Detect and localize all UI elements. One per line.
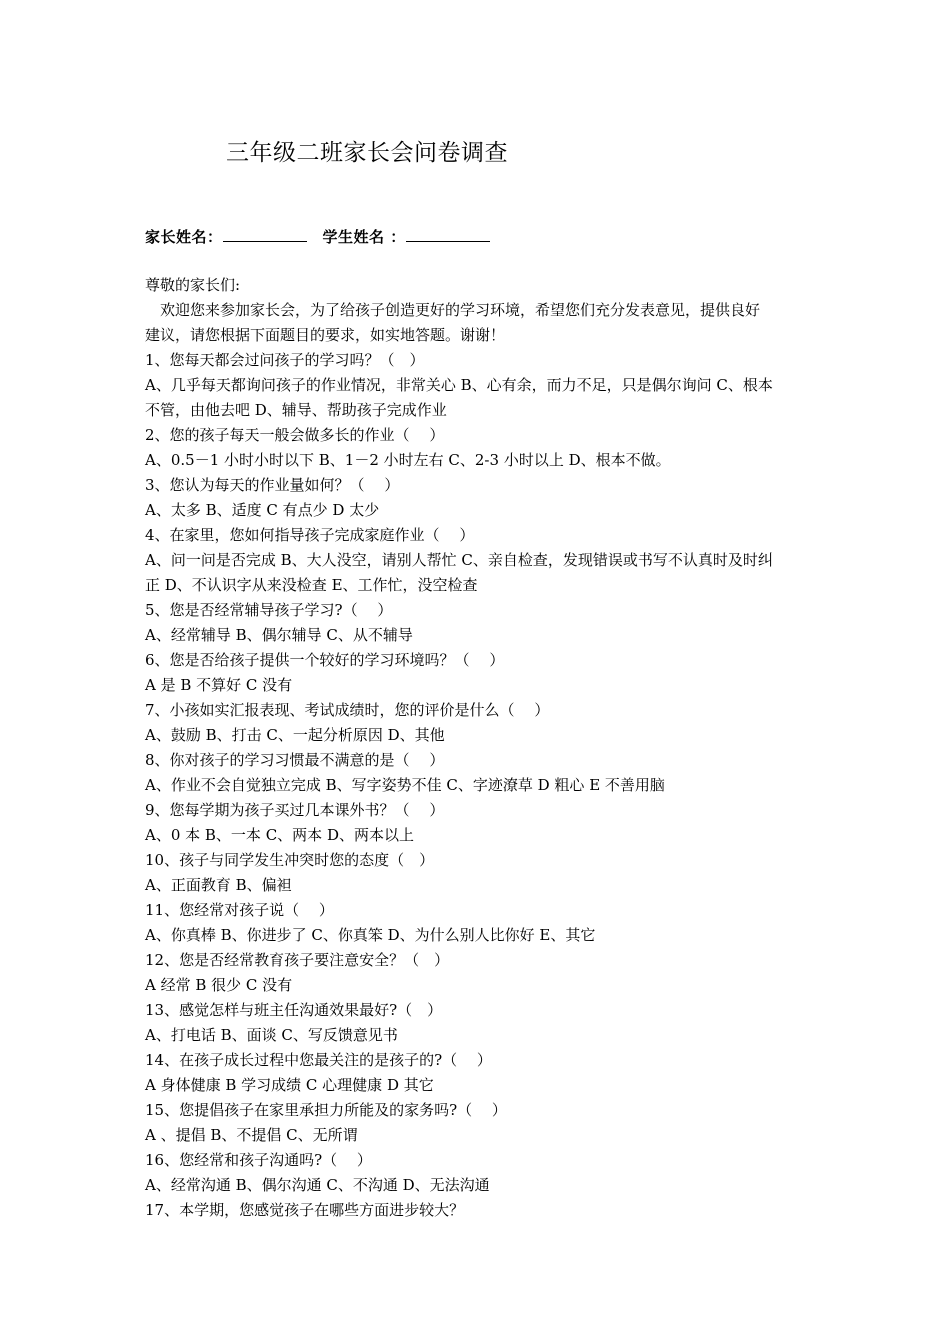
question-line: 2、您的孩子每天一般会做多长的作业（ ） (145, 426, 445, 444)
answer-line: A、你真棒 B、你进步了 C、你真笨 D、为什么别人比你好 E、其它 (145, 926, 596, 944)
question-line: 3、您认为每天的作业量如何？（ ） (145, 476, 400, 494)
answer-line: A 身体健康 B 学习成绩 C 心理健康 D 其它 (145, 1076, 434, 1094)
answer-line: A、正面教育 B、偏袒 (145, 876, 292, 894)
answer-line: A、鼓励 B、打击 C、一起分析原因 D、其他 (145, 726, 445, 744)
greeting: 尊敬的家长们: (145, 276, 241, 294)
answer-line: A、打电话 B、面谈 C、写反馈意见书 (145, 1026, 398, 1044)
student-name-label: 学生姓名 ： (322, 228, 406, 246)
answer-line: A、经常辅导 B、偶尔辅导 C、从不辅导 (145, 626, 413, 644)
answer-line: A 是 B 不算好 C 没有 (145, 676, 293, 694)
answer-line: A、0.5－1 小时小时以下 B、1－2 小时左右 C、2-3 小时以上 D、根本不做。 (145, 451, 671, 469)
answer-line: A、几乎每天都询问孩子的作业情况，非常关心 B、心有余，而力不足，只是偶尔询问 C、根本 (145, 376, 773, 394)
question-line: 6、您是否给孩子提供一个较好的学习环境吗？（ ） (145, 651, 505, 669)
answer-line: A、问一问是否完成 B、大人没空，请别人帮忙 C、亲自检查，发现错误或书写不认真时及时纠 (145, 551, 773, 569)
answer-line: A、0 本 B、一本 C、两本 D、两本以上 (145, 826, 414, 844)
question-line: 11、您经常对孩子说（ ） (145, 901, 334, 919)
question-line: 16、您经常和孩子沟通吗?（ ） (145, 1151, 372, 1169)
questionnaire-body (145, 273, 813, 1223)
answer-line: A、作业不会自觉独立完成 B、写字姿势不佳 C、字迹潦草 D 粗心 E 不善用脑 (145, 776, 665, 794)
question-line: 8、你对孩子的学习习惯最不满意的是（ ） (145, 751, 445, 769)
parent-name-label: 家长姓名： (145, 228, 223, 246)
document-title: 三年级二班家长会问卷调查 (226, 140, 508, 166)
answer-line: 不管，由他去吧 D、辅导、帮助孩子完成作业 (145, 401, 447, 419)
question-line: 7、小孩如实汇报表现、考试成绩时，您的评价是什么（ ） (145, 701, 550, 719)
answer-line: 正 D、不认识字从来没检查 E、工作忙，没空检查 (145, 576, 478, 594)
question-line: 4、在家里，您如何指导孩子完成家庭作业（ ） (145, 526, 475, 544)
answer-line: A、经常沟通 B、偶尔沟通 C、不沟通 D、无法沟通 (145, 1176, 490, 1194)
intro-line: 建议，请您根据下面题目的要求，如实地答题。谢谢！ (145, 326, 506, 344)
answer-line: A 、提倡 B、不提倡 C、无所谓 (145, 1126, 358, 1144)
question-line: 15、您提倡孩子在家里承担力所能及的家务吗?（ ） (145, 1101, 507, 1119)
answer-line: A 经常 B 很少 C 没有 (145, 976, 293, 994)
question-line: 12、您是否经常教育孩子要注意安全？（ ） (145, 951, 450, 969)
question-line: 17、本学期，您感觉孩子在哪些方面进步较大？ (145, 1201, 465, 1219)
question-line: 10、孩子与同学发生冲突时您的态度（ ） (145, 851, 435, 869)
name-fields (145, 226, 490, 247)
question-line: 14、在孩子成长过程中您最关注的是孩子的?（ ） (145, 1051, 492, 1069)
parent-name-blank[interactable] (223, 227, 307, 242)
student-name-blank[interactable] (406, 227, 490, 242)
answer-line: A、太多 B、适度 C 有点少 D 太少 (145, 501, 380, 519)
question-line: 9、您每学期为孩子买过几本课外书？（ ） (145, 801, 445, 819)
question-line: 1、您每天都会过问孩子的学习吗？（ ） (145, 351, 425, 369)
question-line: 13、感觉怎样与班主任沟通效果最好?（ ） (145, 1001, 443, 1019)
intro-line: 欢迎您来参加家长会，为了给孩子创造更好的学习环境，希望您们充分发表意见，提供良好 (160, 301, 761, 319)
question-line: 5、您是否经常辅导孩子学习?（ ） (145, 601, 393, 619)
